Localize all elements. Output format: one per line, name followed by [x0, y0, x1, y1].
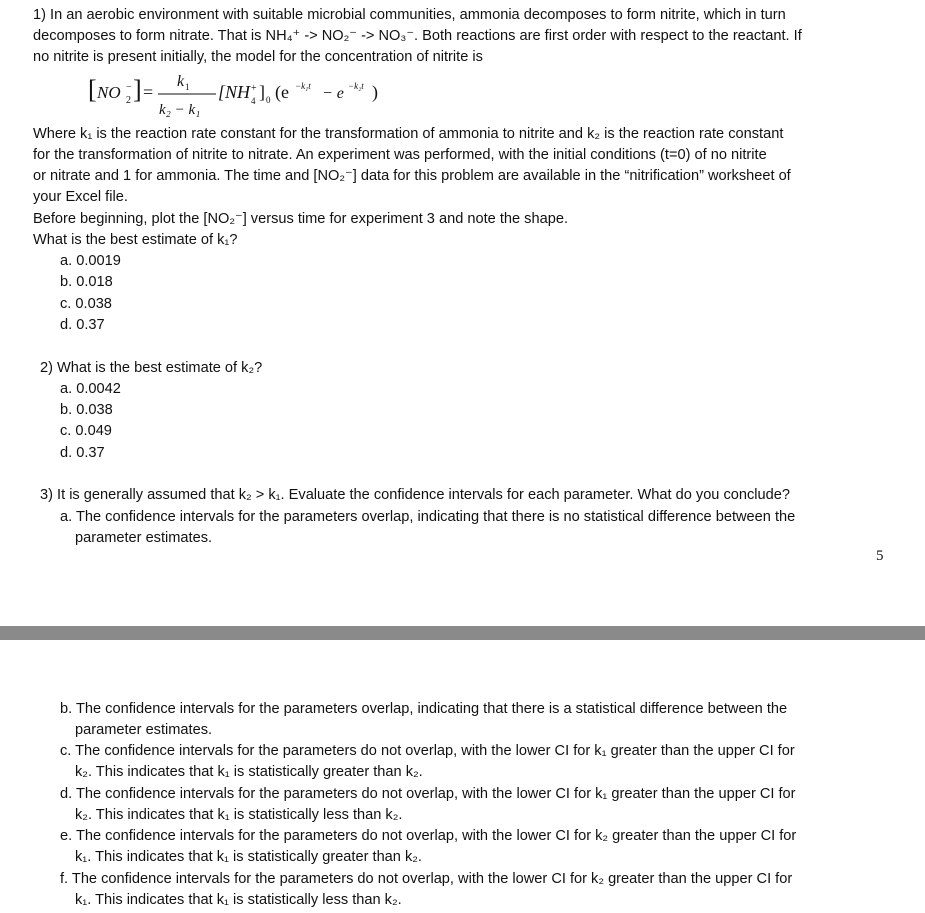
- q1-before-text: Before beginning, plot the [NO₂⁻] versus time for experiment 3 and note the shape.: [33, 211, 568, 227]
- formula-minus-e: − e: [322, 85, 344, 102]
- q3-option-c[interactable]: c. The confidence intervals for the parameters do not overlap, with the lower CI for k₁ greater than the upper CI for: [60, 743, 795, 759]
- q2-option-a[interactable]: a. 0.0042: [60, 381, 121, 397]
- formula-nh-sup: +: [251, 83, 257, 94]
- q1-text-line-3: no nitrite is present initially, the model for the concentration of nitrite is: [33, 49, 483, 65]
- q3-question: 3) It is generally assumed that k₂ > k₁. Evaluate the confidence intervals for each parameter. What do you conclude?: [40, 487, 791, 503]
- formula-exp2: −k₂t: [348, 81, 364, 91]
- formula-denominator: k₂ − k₁: [159, 102, 201, 117]
- q3-option-f[interactable]: f. The confidence intervals for the parameters do not overlap, with the lower CI for k₂ greater than the upper CI for: [60, 871, 793, 887]
- q3-option-e[interactable]: e. The confidence intervals for the parameters do not overlap, with the lower CI for k₂ greater than the upper CI for: [60, 828, 797, 844]
- q3-option-b[interactable]: b. The confidence intervals for the parameters overlap, indicating that there is a statistical difference between the: [60, 701, 788, 717]
- q2-question: 2) What is the best estimate of k₂?: [40, 360, 263, 376]
- formula-no-sup: −: [126, 82, 132, 93]
- q1-option-a[interactable]: a. 0.0019: [60, 253, 121, 269]
- q1-option-b[interactable]: b. 0.018: [60, 274, 113, 290]
- formula-nh-zero: 0: [266, 95, 271, 105]
- formula-bracket-open: [: [88, 75, 97, 104]
- formula-nh-sub: 4: [251, 96, 256, 106]
- formula-nh-bracket: [NH: [218, 82, 251, 102]
- formula-numerator-sub: 1: [185, 82, 190, 92]
- q1-text-line-2: decomposes to form nitrate. That is NH₄⁺ -> NO₂⁻ -> NO₃⁻. Both reactions are first order with respect to the reactant. If: [33, 28, 802, 44]
- q3-option-b-continued: parameter estimates.: [75, 722, 213, 738]
- formula-exp1: −k₁t: [295, 81, 311, 91]
- q1-after-line-2: for the transformation of nitrite to nitrate. An experiment was performed, with the initial conditions (t=0) of no nitrite: [33, 147, 767, 163]
- q3-option-c-continued: k₂. This indicates that k₁ is statistically greater than k₂.: [75, 764, 423, 780]
- formula-bracket-close: ]: [133, 75, 142, 104]
- document-page-2: [0, 640, 925, 913]
- q2-option-d[interactable]: d. 0.37: [60, 445, 105, 461]
- q1-question: What is the best estimate of k₁?: [33, 232, 238, 248]
- q3-option-a[interactable]: a. The confidence intervals for the parameters overlap, indicating that there is no statistical difference between the: [60, 509, 796, 525]
- q1-after-line-1: Where k₁ is the reaction rate constant for the transformation of ammonia to nitrite and k₂ is the reaction rate constant: [33, 126, 784, 142]
- formula-no-species: NO: [97, 83, 121, 102]
- page-number: 5: [876, 548, 884, 564]
- q3-option-f-continued: k₁. This indicates that k₁ is statistically less than k₂.: [75, 892, 402, 908]
- q2-option-b[interactable]: b. 0.038: [60, 402, 113, 418]
- formula-exp-close: ): [372, 82, 378, 102]
- q3-option-d-continued: k₂. This indicates that k₁ is statistically less than k₂.: [75, 807, 403, 823]
- q2-option-c[interactable]: c. 0.049: [60, 423, 112, 439]
- q1-after-line-4: your Excel file.: [33, 189, 128, 205]
- q3-option-e-continued: k₁. This indicates that k₁ is statistically greater than k₂.: [75, 849, 422, 865]
- formula-numerator: k: [177, 73, 185, 90]
- q1-text-line-1: 1) In an aerobic environment with suitable microbial communities, ammonia decomposes to form nitrite, which in turn: [33, 7, 786, 23]
- formula-nh-close: ]: [259, 82, 265, 102]
- q1-option-c[interactable]: c. 0.038: [60, 296, 112, 312]
- page-break-divider: [0, 626, 925, 641]
- q3-option-d[interactable]: d. The confidence intervals for the parameters do not overlap, with the lower CI for k₁ greater than the upper CI for: [60, 786, 796, 802]
- formula-no-sub: 2: [126, 95, 131, 106]
- q1-option-d[interactable]: d. 0.37: [60, 317, 105, 333]
- formula-equals: =: [143, 82, 154, 102]
- formula-exp-open: (e: [275, 82, 289, 102]
- q3-option-a-continued: parameter estimates.: [75, 530, 213, 546]
- q1-after-line-3: or nitrate and 1 for ammonia. The time and [NO₂⁻] data for this problem are available in the “nitrification” worksheet of: [33, 168, 791, 184]
- nitrite-concentration-formula: [88, 69, 388, 117]
